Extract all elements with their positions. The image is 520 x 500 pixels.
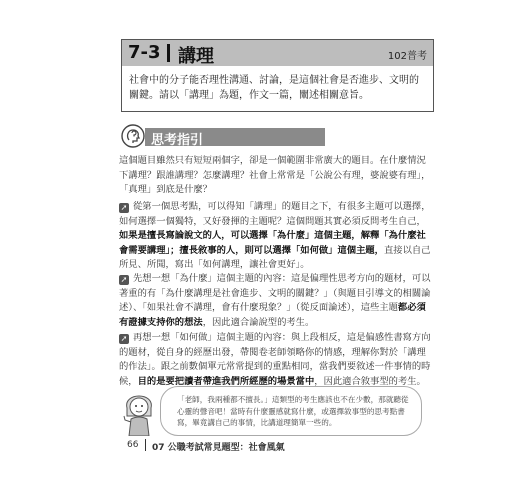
- section-title: 思考指引: [151, 133, 204, 148]
- intro-paragraph: 這個題目雖然只有短短兩個字，卻是一個範圍非常廣大的題目。在什麼情況下講理？跟誰講理？怎麼講理？社會上常常是「公說公有理，婆說婆有理」，「真理」到底是什麼？: [119, 155, 431, 195]
- bullet-arrow-icon: ➚: [120, 203, 128, 212]
- page-number: 66: [127, 440, 139, 450]
- p2-text-end: ，因此適合論說型的考生。: [202, 316, 315, 328]
- paragraph-why: [119, 272, 434, 330]
- p2-text: 先想一想「為什麼」這個主題的內容：這是偏理性思考方向的題材，可以著重的有「為什麼講理是社會進步、文明的關鍵？」（與題目引導文的相關論述）、「如果社會不講理，會有什麼現象？」（從反面論述），這些主題: [119, 273, 431, 313]
- unit-separator: [167, 44, 170, 62]
- bullet-arrow-icon: ➚: [120, 275, 128, 284]
- thinking-head-icon: [121, 124, 145, 148]
- exam-year: 102普考: [387, 51, 427, 62]
- p1-emphasis: 如果是擅長寫論說文的人，可以選擇「為什麼」這個主題，解釋「為什麼社會需要講理」；擅長敘事的人，則可以選擇「如何做」這個主題，: [119, 230, 426, 256]
- speech-bubble-text: 「老師，我兩種都不擅長。」這類型的考生應該也不在少數，那就聽從心靈的聲音吧！當時有什麼靈感就寫什麼，或選擇敘事型的思考點書寫，畢竟講自己的事情，比講道理簡單一些的。: [177, 395, 409, 427]
- unit-header-box: [121, 39, 434, 112]
- p3-text-end: ，因此適合敘事型的考生。: [314, 375, 426, 387]
- footer-separator: [145, 439, 146, 451]
- paragraph-how: [119, 331, 434, 389]
- unit-number: 7-3: [128, 42, 161, 63]
- p3-text: 再想一想「如何做」這個主題的內容：與上段相反，這是偏感性書寫方向的題材，從自身的經歷出發，帶閱卷老師領略你的情感，理解你對於「講理的作法」。跟之前數個單元常常提到的重點相同，當我們要敘述一件事情的時候，: [119, 332, 431, 387]
- p1-text-end: 直接以自己所見、所聞，寫出「如何講理，讓社會更好」。: [119, 244, 431, 270]
- paragraph-topic-choice: [119, 200, 434, 273]
- student-character-illustration: [117, 386, 161, 436]
- bullet-arrow-icon: ➚: [120, 334, 128, 343]
- unit-title-bar: [122, 40, 433, 66]
- unit-title: 講理: [178, 46, 214, 67]
- essay-prompt: 社會中的分子能否理性溝通、討論，是這個社會是否進步、文明的關鍵。請以「講理」為題，作文一篇，闡述相關意旨。: [129, 75, 419, 101]
- footer-chapter: 07: [152, 443, 165, 453]
- p1-text: 從第一個思考點，可以得知「講理」的題目之下，有很多主題可以選擇，如何選擇一個獨特，又好發揮的主題呢？這個問題其實必須反問考生自己，: [119, 201, 431, 227]
- p2-emphasis: 都必須有證據支持你的想法: [119, 302, 426, 328]
- section-title-bar: [145, 128, 325, 146]
- speech-bubble: [160, 386, 422, 436]
- running-footer: [152, 440, 285, 453]
- footer-book-title: 公職考試常見題型：社會風氣: [167, 443, 285, 453]
- p3-emphasis: 目的是要把讀者帶進我們所經歷的場景當中: [137, 375, 315, 387]
